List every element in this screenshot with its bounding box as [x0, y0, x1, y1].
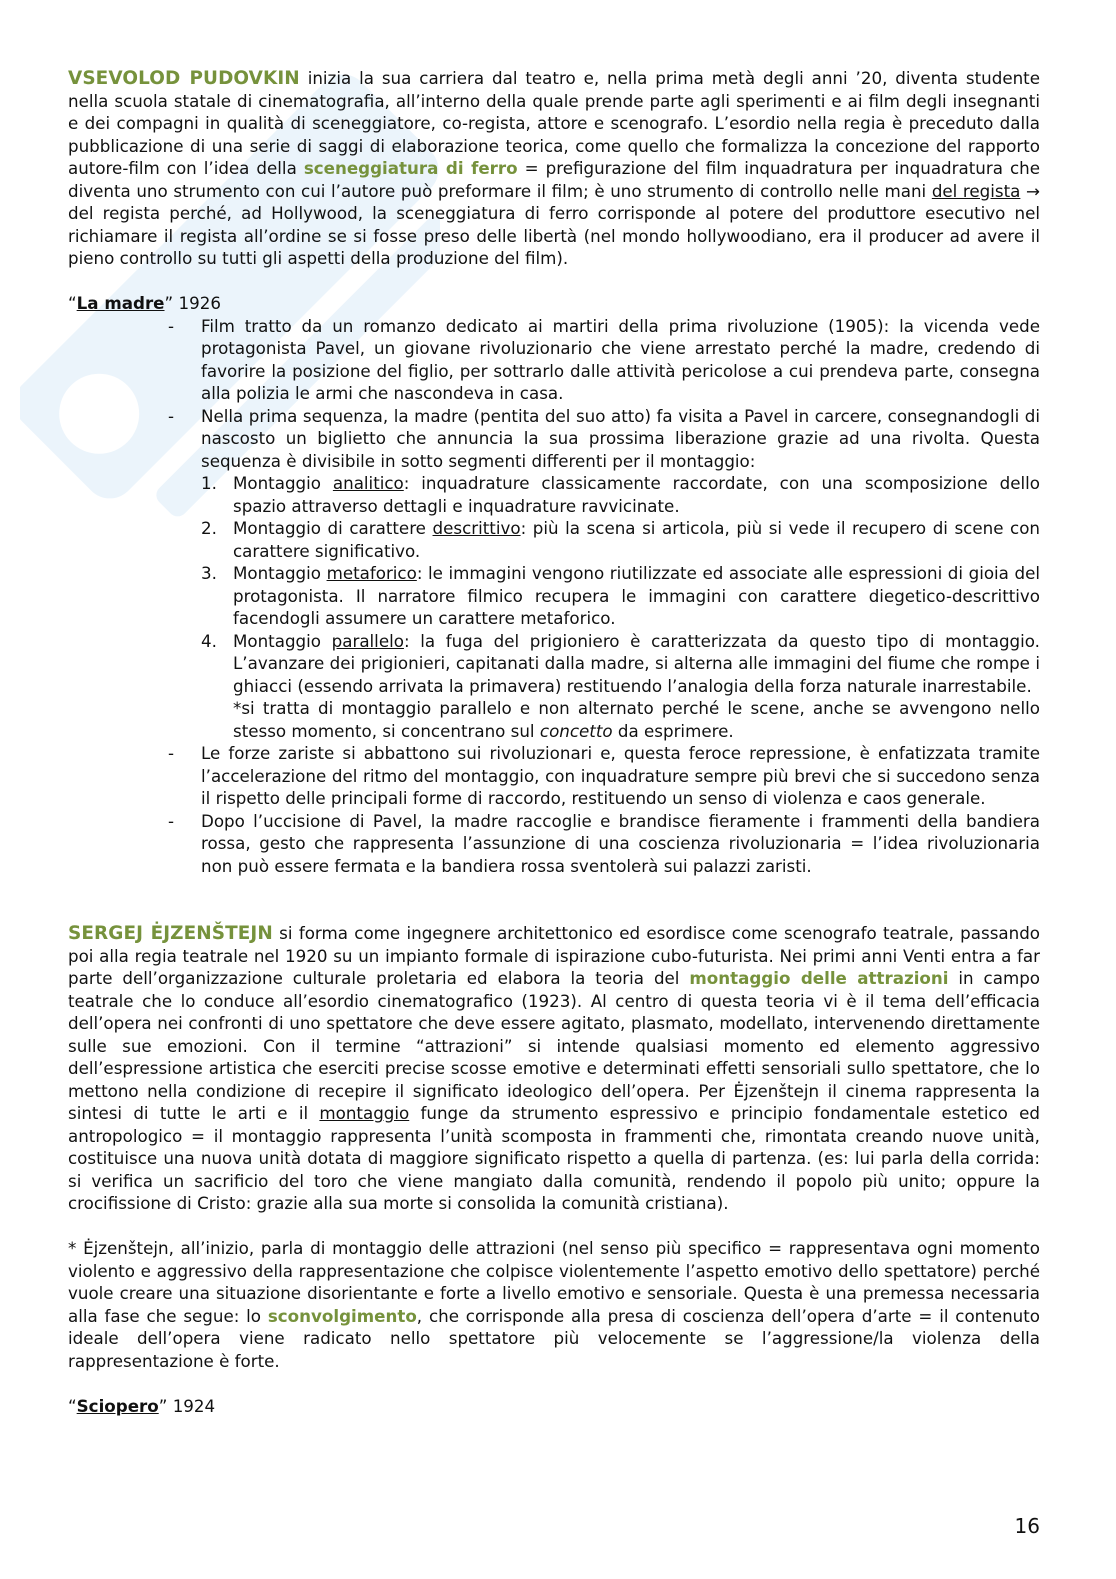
montaggio-type: metaforico [326, 563, 417, 583]
spacer [68, 1215, 1040, 1238]
dash-bullet: - [168, 405, 175, 426]
page-number: 16 [1014, 1514, 1040, 1538]
list-item-text: Dopo l’uccisione di Pavel, la madre raccoglie e brandisce fieramente i frammenti della bandiera rossa, gesto che rappresenta l’assunzione di una coscienza rivoluzionaria = l’idea rivoluzionaria non può essere fermata e la bandiera rossa sventolerà sui palazzi zaristi. [201, 810, 1040, 876]
quote-close: ” [158, 1395, 168, 1416]
dash-bullet: - [168, 810, 175, 831]
quote-close: ” [164, 293, 174, 313]
film-title: Sciopero [76, 1395, 159, 1416]
montaggio-desc: : inquadrature classicamente raccordate, con una scomposizione dello spazio attraverso dettagli e inquadrature ravvicinate. [233, 473, 1040, 516]
montaggio-types [201, 472, 1040, 742]
item-number: 4. [201, 630, 217, 651]
quote-open: “ [68, 1395, 77, 1416]
underlined-del-regista: del regista [931, 180, 1021, 201]
film-year: 1926 [178, 293, 221, 313]
dash-bullet: - [168, 315, 175, 336]
list-item [68, 405, 1040, 743]
term-sceneggiatura-di-ferro: sceneggiatura di ferro [303, 158, 518, 178]
pudovkin-paragraph [68, 67, 1040, 270]
montaggio-type: analitico [332, 473, 404, 493]
item-number: 2. [201, 518, 217, 538]
quote-open: “ [68, 293, 77, 313]
list-item-text: Le forze zariste si abbattono sui rivoluzionari e, questa feroce repressione, è enfatizzata tramite l’accelerazione del ritmo del montaggio, con inquadrature sempre più brevi che si succedono senza il rispetto delle principali forme di raccordo, restituendo un senso di violenza e caos generale. [201, 743, 1040, 808]
footnote-paragraph [68, 1237, 1040, 1372]
page-content [68, 67, 1040, 1417]
montaggio-desc: : la fuga del prigioniero è caratterizzata da questo tipo di montaggio. L’avanzare dei prigionieri, capitanati dalla madre, si alterna alle immagini del fiume che rompe i ghiacci (essendo arrivata la primavera) restituendo l’analogia della forza naturale inarrestabile. [233, 630, 1040, 696]
film-year: 1924 [172, 1395, 216, 1416]
note-text: *si tratta di montaggio parallelo e non alternato perché le scene, anche se avvengono nello stesso momento, si concentrano sul [233, 698, 1040, 741]
footnote-text: * Ėjzenštejn, all’inizio, parla di montaggio delle attrazioni (nel senso più specifico = rappresentava ogni momento violento e aggressivo della rappresentazione che colpisce violentemente l’aspetto emotivo dello spettatore) perché vuole creare una situazione disorientante e forte a livello emotivo e sensoriale. Questa è una premessa necessaria alla fase che segue: lo [68, 1238, 1040, 1326]
montaggio-item [201, 517, 1040, 562]
list-item [68, 810, 1040, 878]
list-item [68, 315, 1040, 405]
list-item-text: Nella prima sequenza, la madre (pentita del suo atto) fa visita a Pavel in carcere, consegnandogli di nascosto un biglietto che annuncia la sua prossima liberazione grazie ad una rivolta. Questa sequenza è divisibile in sotto segmenti differenti per il montaggio: [201, 405, 1040, 471]
montaggio-prefix: Montaggio [233, 473, 333, 493]
ejzenstejn-text: si forma come ingegnere architettonico ed esordisce come scenografo teatrale, passando poi alla regia teatrale nel 1920 su un impianto formale di ispirazione cubo-futurista. Nei primi anni Venti entra a far parte dell’organizzazione culturale proletaria ed elabora la teoria del [68, 923, 1040, 988]
pudovkin-text: → del regista perché, ad Hollywood, la sceneggiatura di ferro corrisponde al potere del produttore esecutivo nel richiamare il regista all’ordine se si fosse preso delle libertà (nel mondo hollywoodiano, era il producer ad avere il pieno controllo su tutti gli aspetti della produzione del film). [68, 180, 1040, 268]
film-title: La madre [76, 293, 165, 313]
montaggio-prefix: Montaggio di carattere [233, 518, 433, 538]
term-montaggio-delle-attrazioni: montaggio delle attrazioni [689, 968, 949, 988]
ejzenstejn-text: funge da strumento espressivo e principio fondamentale estetico ed antropologico = il montaggio rappresenta l’unità scomposta in frammenti che, rimontata creando nuove unità, costituisce una nuova unità dotata di maggiore significato rispetto a quella di partenza. (es: lui parla della corrida: si verifica un sacrificio del toro che viene mangiato dalla comunità, rendendo il popolo più unito; oppure la crocifissione di Cristo: grazie alla sua morte si consolida la comunità cristiana). [68, 1103, 1040, 1213]
term-sconvolgimento: sconvolgimento [267, 1305, 417, 1326]
note-italic: concetto [539, 720, 613, 741]
item-number: 1. [201, 473, 217, 493]
montaggio-prefix: Montaggio [233, 630, 332, 651]
spacer [68, 270, 1040, 293]
montaggio-item [201, 472, 1040, 517]
pudovkin-text: = prefigurazione del film inquadratura per inquadratura che diventa uno strumento con cui l’autore può preformare il film; è uno strumento di controllo nelle mani [68, 158, 1040, 201]
list-item [68, 742, 1040, 810]
film-title-sciopero [68, 1395, 1040, 1418]
ejzenstejn-text: in campo teatrale che lo conduce all’esordio cinematografico (1923). Al centro di questa teoria vi è il tema dell’efficacia dell’opera nei confronti di uno spettatore che deve essere agitato, plasmato, modellato, intervenendo direttamente sulle sue emozioni. Con il termine “attrazioni” si intende qualsiasi momento ed elemento aggressivo dell’espressione artistica che eserciti precise scosse emotive e determinati effetti sensoriali sullo spettatore, che lo mettono nella condizione di recepire il significato ideologico dell’opera. Per Ėjzenštejn il cinema rappresenta la sintesi di tutte le arti e il [68, 968, 1041, 1123]
montaggio-text [233, 630, 1040, 698]
montaggio-note [233, 697, 1040, 742]
montaggio-prefix: Montaggio [233, 563, 327, 583]
dash-bullet: - [168, 743, 175, 763]
spacer [68, 900, 1040, 923]
underlined-montaggio: montaggio [319, 1103, 410, 1123]
montaggio-desc: : le immagini vengono riutilizzate ed associate alle espressioni di gioia del protagonista. Il narratore filmico recupera le immagini con carattere diegetico-descrittivo facendogli assumere un carattere metaforico. [233, 563, 1040, 628]
film-title-la-madre [68, 292, 1040, 315]
pudovkin-name: VSEVOLOD PUDOVKIN [68, 68, 300, 89]
pudovkin-text: inizia la sua carriera dal teatro e, nella prima metà degli anni ’20, diventa studente nella scuola statale di cinematografia, all’interno della quale prende parte agli sperimenti e ai film degli insegnanti e dei compagni in qualità di sceneggiatore, co-regista, attore e scenografo. L’esordio nella regia è preceduto dalla pubblicazione di una serie di saggi di elaborazione teorica, come quello che formalizza la concezione del rapporto autore-film con l’idea della [68, 68, 1040, 178]
montaggio-item [201, 562, 1040, 630]
la-madre-points [68, 315, 1040, 878]
montaggio-desc: : più la scena si articola, più si vede il recupero di scene con carattere significativo. [233, 518, 1040, 561]
montaggio-type: parallelo [331, 630, 404, 651]
spacer [68, 877, 1040, 900]
spacer [68, 1372, 1040, 1395]
montaggio-item [201, 630, 1040, 743]
montaggio-type: descrittivo [432, 518, 521, 538]
list-item-text: Film tratto da un romanzo dedicato ai martiri della prima rivoluzione (1905): la vicenda vede protagonista Pavel, un giovane rivoluzionario che viene arrestato perché la madre, credendo di favorire la posizione del figlio, per sottrarlo dalle attività pericolose a cui prendeva parte, consegna alla polizia le armi che nascondeva in casa. [201, 315, 1040, 403]
ejzenstejn-name: SERGEJ ĖJZENŠTEJN [68, 923, 273, 944]
ejzenstejn-paragraph [68, 922, 1040, 1215]
footnote-text: , che corrisponde alla presa di coscienza dell’opera d’arte = il contenuto ideale dell’opera viene radicato nello spettatore più velocemente se l’aggressione/la violenza della rappresentazione è forte. [68, 1305, 1040, 1371]
item-number: 3. [201, 563, 217, 583]
note-text: da esprimere. [612, 720, 734, 741]
